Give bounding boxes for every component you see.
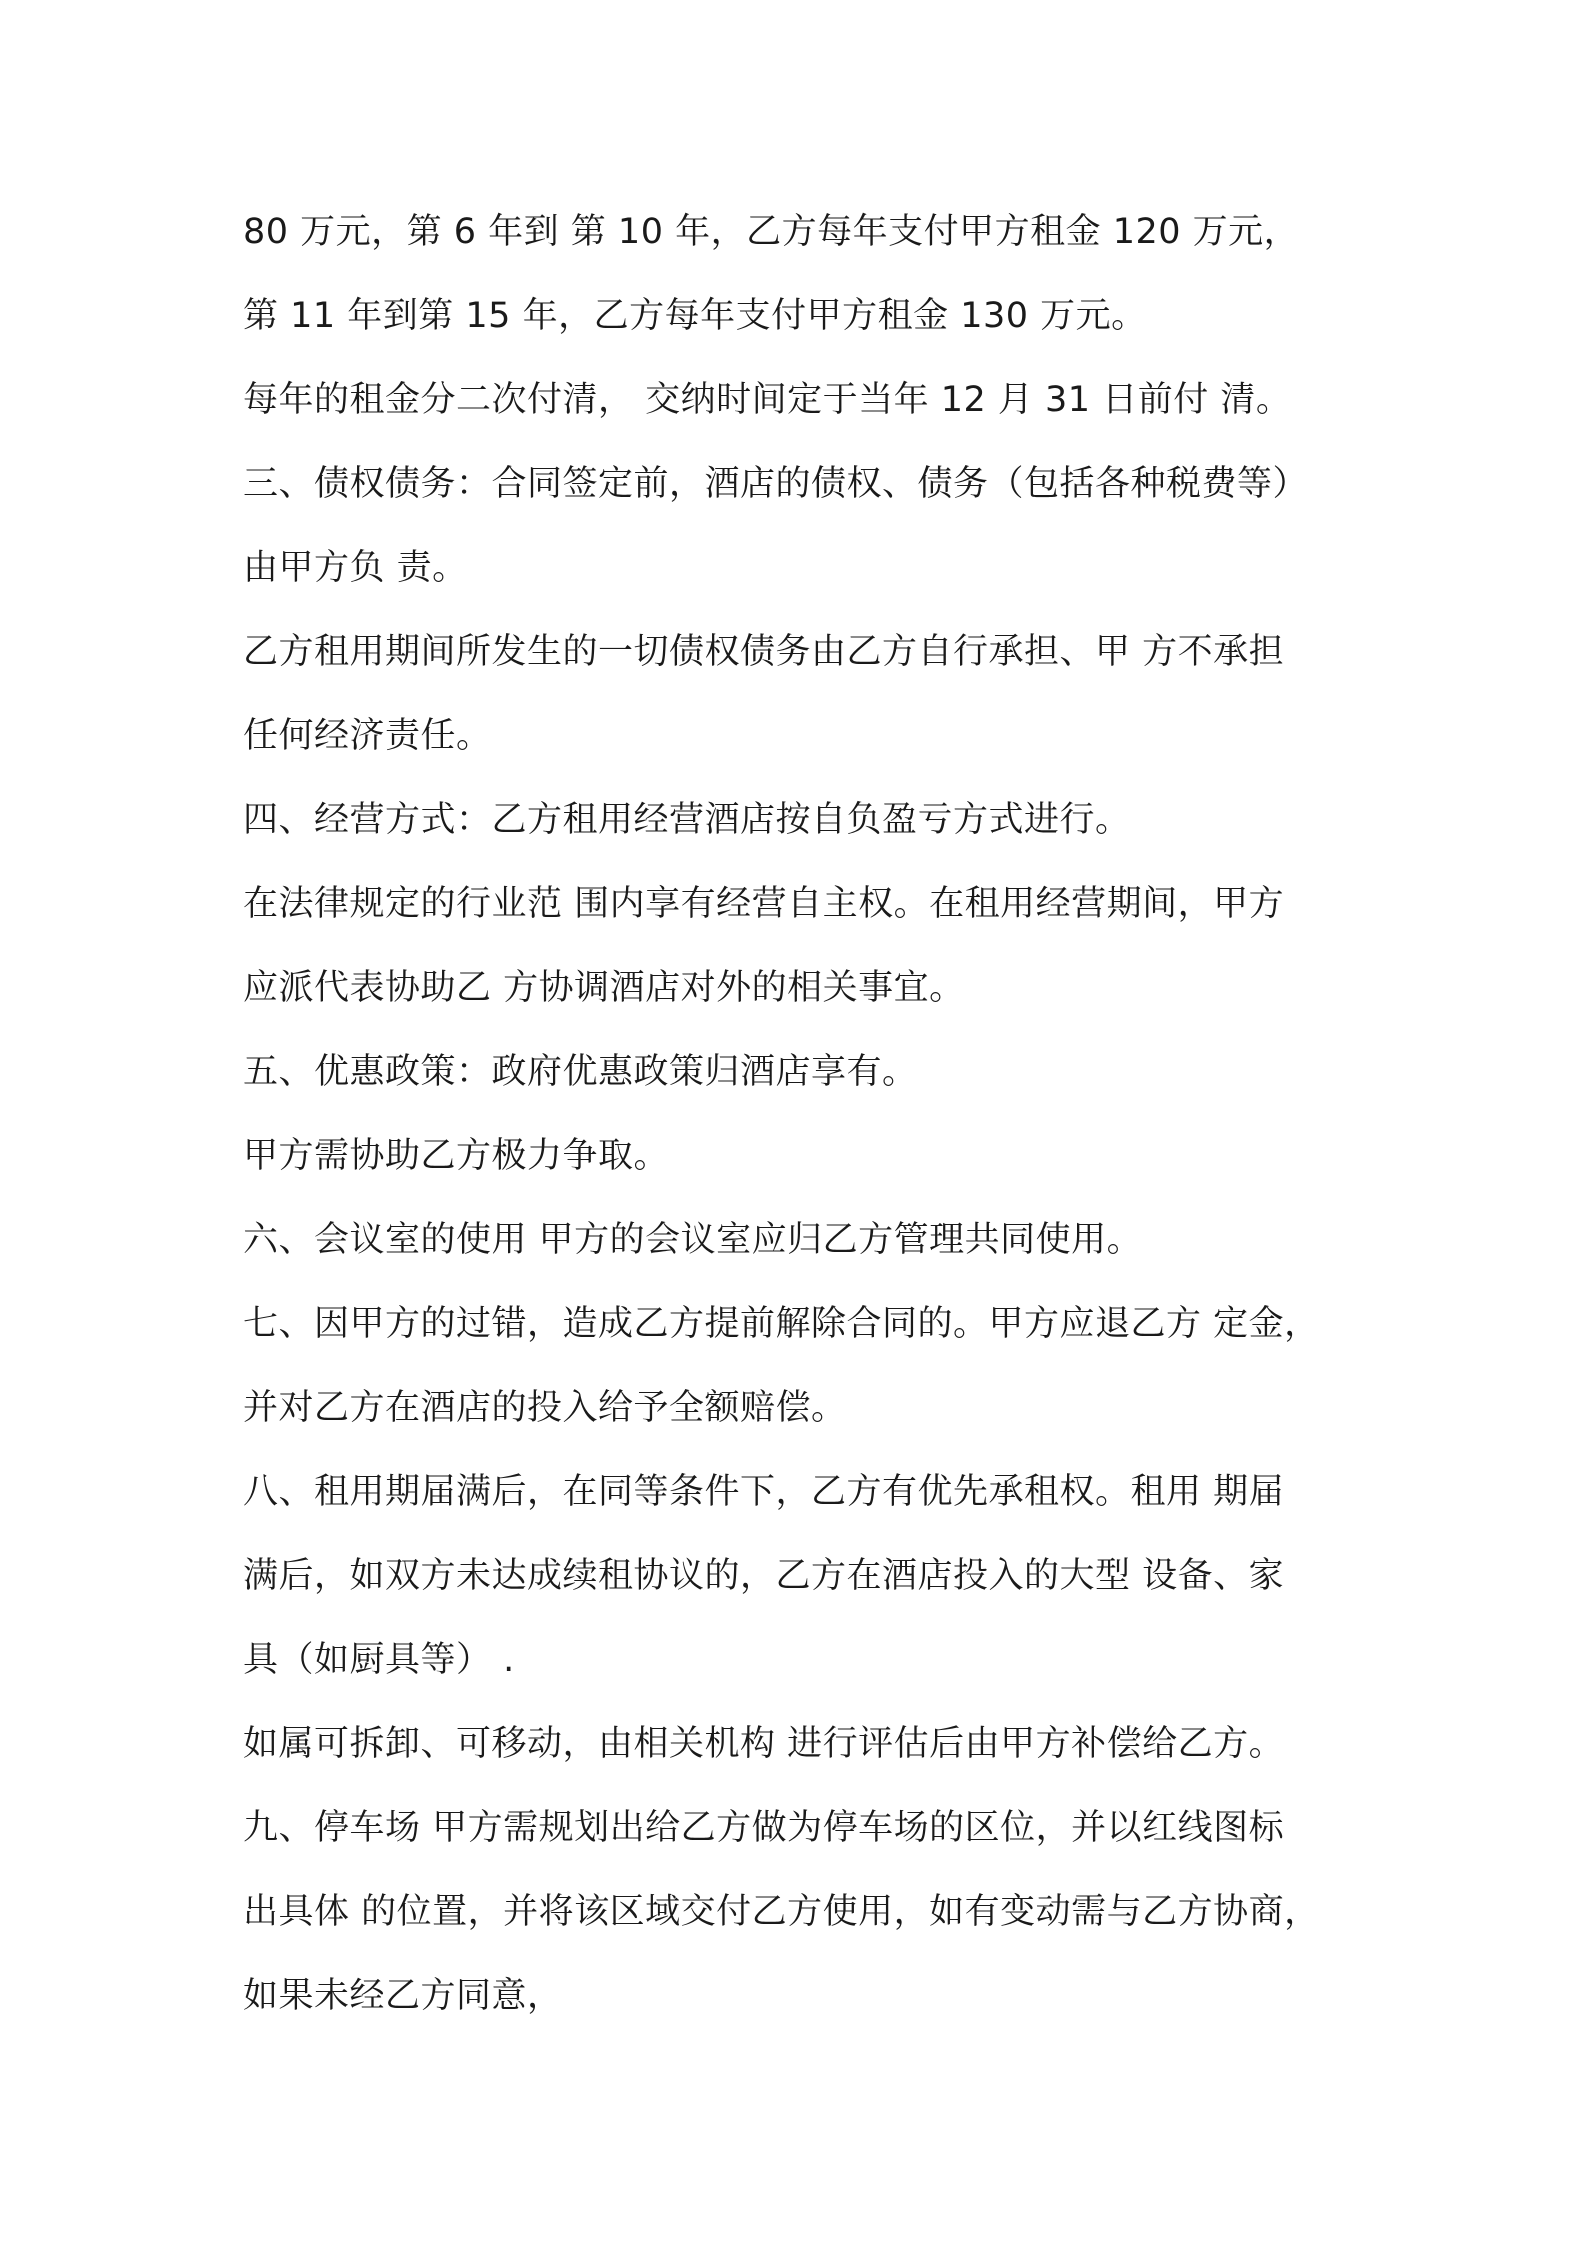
text-line: 并对乙方在酒店的投入给予全额赔偿。 (243, 1388, 847, 1428)
text-line: 任何经济责任。 (243, 716, 492, 756)
text-line: 九、停车场 甲方需规划出给乙方做为停车场的区位，并以红线图标 (243, 1808, 1285, 1848)
text-line: 应派代表协助乙 方协调酒店对外的相关事宜。 (243, 968, 965, 1008)
text-line: 五、优惠政策：政府优惠政策归酒店享有。 (243, 1052, 918, 1092)
text-line: 八、租用期届满后，在同等条件下，乙方有优先承租权。租用 期届 (243, 1472, 1285, 1512)
text-line: 出具体 的位置，并将该区域交付乙方使用，如有变动需与乙方协商， (243, 1892, 1320, 1932)
text-line: 第 11 年到第 15 年，乙方每年支付甲方租金 130 万元。 (243, 296, 1147, 336)
text-line: 每年的租金分二次付清， 交纳时间定于当年 12 月 31 日前付 清。 (243, 380, 1292, 420)
text-line: 三、债权债务：合同签定前，酒店的债权、债务（包括各种税费等） (243, 464, 1309, 504)
text-line: 80 万元，第 6 年到 第 10 年，乙方每年支付甲方租金 120 万元， (243, 212, 1300, 252)
text-line: 如属可拆卸、可移动，由相关机构 进行评估后由甲方补偿给乙方。 (243, 1724, 1285, 1764)
text-line: 甲方需协助乙方极力争取。 (243, 1136, 670, 1176)
text-line: 由甲方负 责。 (243, 548, 468, 588)
text-line: 四、经营方式：乙方租用经营酒店按自负盈亏方式进行。 (243, 800, 1131, 840)
contract-text-block (243, 190, 1383, 2038)
text-line: 六、会议室的使用 甲方的会议室应归乙方管理共同使用。 (243, 1220, 1143, 1260)
text-line: 满后，如双方未达成续租协议的，乙方在酒店投入的大型 设备、家 (243, 1556, 1285, 1596)
text-line: 乙方租用期间所发生的一切债权债务由乙方自行承担、甲 方不承担 (243, 632, 1285, 672)
text-line: 在法律规定的行业范 围内享有经营自主权。在租用经营期间，甲方 (243, 884, 1285, 924)
text-line: 如果未经乙方同意， (243, 1976, 563, 2016)
text-line: 具（如厨具等） . (243, 1640, 515, 1680)
text-line: 七、因甲方的过错，造成乙方提前解除合同的。甲方应退乙方 定金， (243, 1304, 1320, 1344)
